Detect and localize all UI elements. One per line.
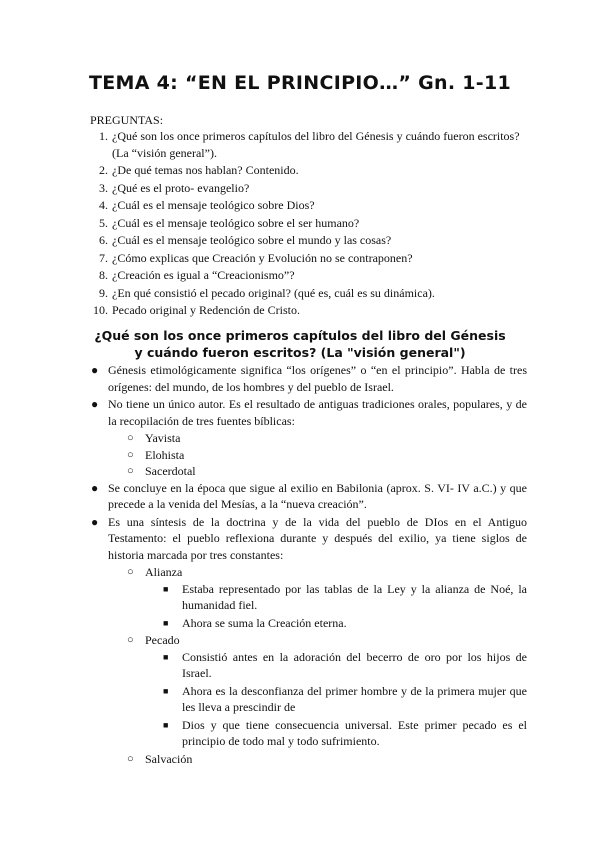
question-number: 3. bbox=[99, 180, 108, 195]
pecado-sublist-container bbox=[90, 649, 527, 750]
bullet-text: No tiene un único autor. Es el resultado de antiguas tradiciones orales, populares, y de la recopilación de tres fuentes bíblicas: bbox=[108, 397, 527, 428]
bullet-item-sintesis bbox=[90, 514, 527, 564]
bullet-marker: ○ bbox=[127, 566, 134, 578]
question-number: 2. bbox=[99, 163, 108, 177]
bullet-marker: ■ bbox=[163, 651, 169, 662]
question-number: 7. bbox=[99, 250, 108, 265]
pecado-sublist bbox=[90, 649, 527, 750]
source-text: Sacerdotal bbox=[145, 464, 196, 478]
questions-list bbox=[90, 128, 535, 320]
pecado-subitem bbox=[90, 649, 527, 682]
question-number: 9. bbox=[99, 285, 108, 300]
question-text: ¿De qué temas nos hablan? Contenido. bbox=[112, 163, 299, 177]
question-text: ¿Cuál es el mensaje teológico sobre el mundo y las cosas? bbox=[112, 233, 392, 247]
bullet-marker: ○ bbox=[127, 448, 134, 461]
question-item bbox=[90, 232, 535, 249]
question-number: 8. bbox=[99, 268, 108, 282]
subitem-text: Dios y que tiene consecuencia universal. Este primer pecado es el principio de todo mal y todo sufrimiento. bbox=[182, 717, 527, 748]
constants-list bbox=[90, 564, 527, 767]
subitem-text: Ahora es la desconfianza del primer hombre y de la primera mujer que les lleva a prescindir de bbox=[182, 683, 527, 714]
pecado-subitem bbox=[90, 717, 527, 750]
constant-text: Alianza bbox=[145, 565, 183, 579]
sources-container bbox=[90, 430, 527, 480]
subitem-text: Ahora se suma la Creación eterna. bbox=[182, 615, 347, 630]
bullet-marker: ○ bbox=[127, 465, 134, 477]
bullet-marker: ■ bbox=[163, 617, 169, 628]
question-item bbox=[90, 250, 535, 267]
question-item bbox=[90, 267, 535, 284]
question-item bbox=[90, 302, 535, 319]
constant-item-salvacion bbox=[90, 751, 527, 768]
constant-item-pecado bbox=[90, 632, 527, 649]
question-item bbox=[90, 197, 535, 214]
question-item bbox=[90, 180, 535, 197]
document-title: TEMA 4: “EN EL PRINCIPIO…” Gn. 1-11 bbox=[88, 72, 512, 94]
constant-item-alianza bbox=[90, 564, 527, 581]
bullet-text: Génesis etimológicamente significa “los orígenes” o “en el principio”. Habla de tres orígenes: del mundo, de los hombres y del pueblo de Israel. bbox=[108, 363, 527, 394]
constant-text: Pecado bbox=[145, 633, 180, 647]
subitem-text: Consistió antes en la adoración del becerro de oro por los hijos de Israel. bbox=[182, 649, 527, 680]
bullet-marker: ● bbox=[91, 480, 99, 495]
alianza-subitem bbox=[90, 615, 527, 632]
question-text: ¿Cómo explicas que Creación y Evolución no se contraponen? bbox=[112, 250, 413, 265]
question-text: ¿Qué es el proto- evangelio? bbox=[112, 180, 250, 195]
bullet-item-genesis bbox=[90, 362, 527, 395]
bullet-list bbox=[90, 362, 527, 767]
question-number: 1. bbox=[99, 129, 108, 143]
constant-text: Salvación bbox=[145, 751, 193, 766]
preguntas-label: PREGUNTAS: bbox=[90, 113, 164, 127]
constants-container bbox=[90, 564, 527, 767]
bullet-marker: ■ bbox=[163, 719, 169, 730]
source-item bbox=[90, 463, 527, 480]
question-item bbox=[90, 285, 535, 302]
bullet-text: Se concluye en la época que sigue al exilio en Babilonia (aprox. S. VI- IV a.C.) y que precede a la venida del Mesías, a la “nueva creación”. bbox=[108, 480, 527, 511]
bullet-marker: ● bbox=[91, 397, 99, 411]
question-text: ¿En qué consistió el pecado original? (qué es, cuál es su dinámica). bbox=[112, 285, 435, 300]
bullet-marker: ○ bbox=[127, 634, 134, 646]
question-item bbox=[90, 162, 535, 179]
question-text: Pecado original y Redención de Cristo. bbox=[112, 303, 300, 317]
bullet-marker: ● bbox=[91, 363, 99, 377]
bullet-marker: ● bbox=[91, 514, 99, 529]
source-item bbox=[90, 447, 527, 464]
source-text: Elohista bbox=[145, 447, 185, 462]
bullet-item-exilio bbox=[90, 480, 527, 513]
bullet-marker: ○ bbox=[127, 432, 134, 444]
question-text: ¿Qué son los once primeros capítulos del libro del Génesis y cuándo fueron escritos? (La “visión general”). bbox=[112, 129, 520, 160]
bullet-item-autor bbox=[90, 396, 527, 429]
alianza-subitem bbox=[90, 581, 527, 614]
alianza-sublist bbox=[90, 581, 527, 632]
source-item bbox=[90, 430, 527, 447]
bullet-text: Es una síntesis de la doctrina y de la vida del pueblo de DIos en el Antiguo Testamento: el pueblo reflexiona durante y después del exilio, ya tiene siglos de historia marcada por tres constantes: bbox=[108, 514, 527, 562]
bullet-marker: ■ bbox=[163, 685, 169, 696]
section-body bbox=[90, 362, 527, 767]
section-heading: ¿Qué son los once primeros capítulos del libro del Génesis y cuándo fueron escritos? (La "visión general") bbox=[94, 328, 506, 360]
question-number: 10. bbox=[93, 303, 108, 317]
alianza-sublist-container bbox=[90, 581, 527, 632]
question-number: 4. bbox=[99, 198, 108, 212]
subitem-text: Estaba representado por las tablas de la Ley y la alianza de Noé, la humanidad fiel. bbox=[182, 581, 527, 612]
question-item bbox=[90, 128, 535, 161]
question-number: 6. bbox=[99, 233, 108, 247]
question-text: ¿Creación es igual a “Creacionismo”? bbox=[112, 268, 295, 282]
question-item bbox=[90, 215, 535, 232]
question-text: ¿Cuál es el mensaje teológico sobre el ser humano? bbox=[112, 215, 360, 230]
bullet-marker: ○ bbox=[127, 752, 134, 765]
source-text: Yavista bbox=[145, 431, 181, 445]
question-text: ¿Cuál es el mensaje teológico sobre Dios? bbox=[112, 198, 315, 212]
question-number: 5. bbox=[99, 215, 108, 230]
pecado-subitem bbox=[90, 683, 527, 716]
sources-list bbox=[90, 430, 527, 480]
bullet-marker: ■ bbox=[163, 583, 169, 594]
